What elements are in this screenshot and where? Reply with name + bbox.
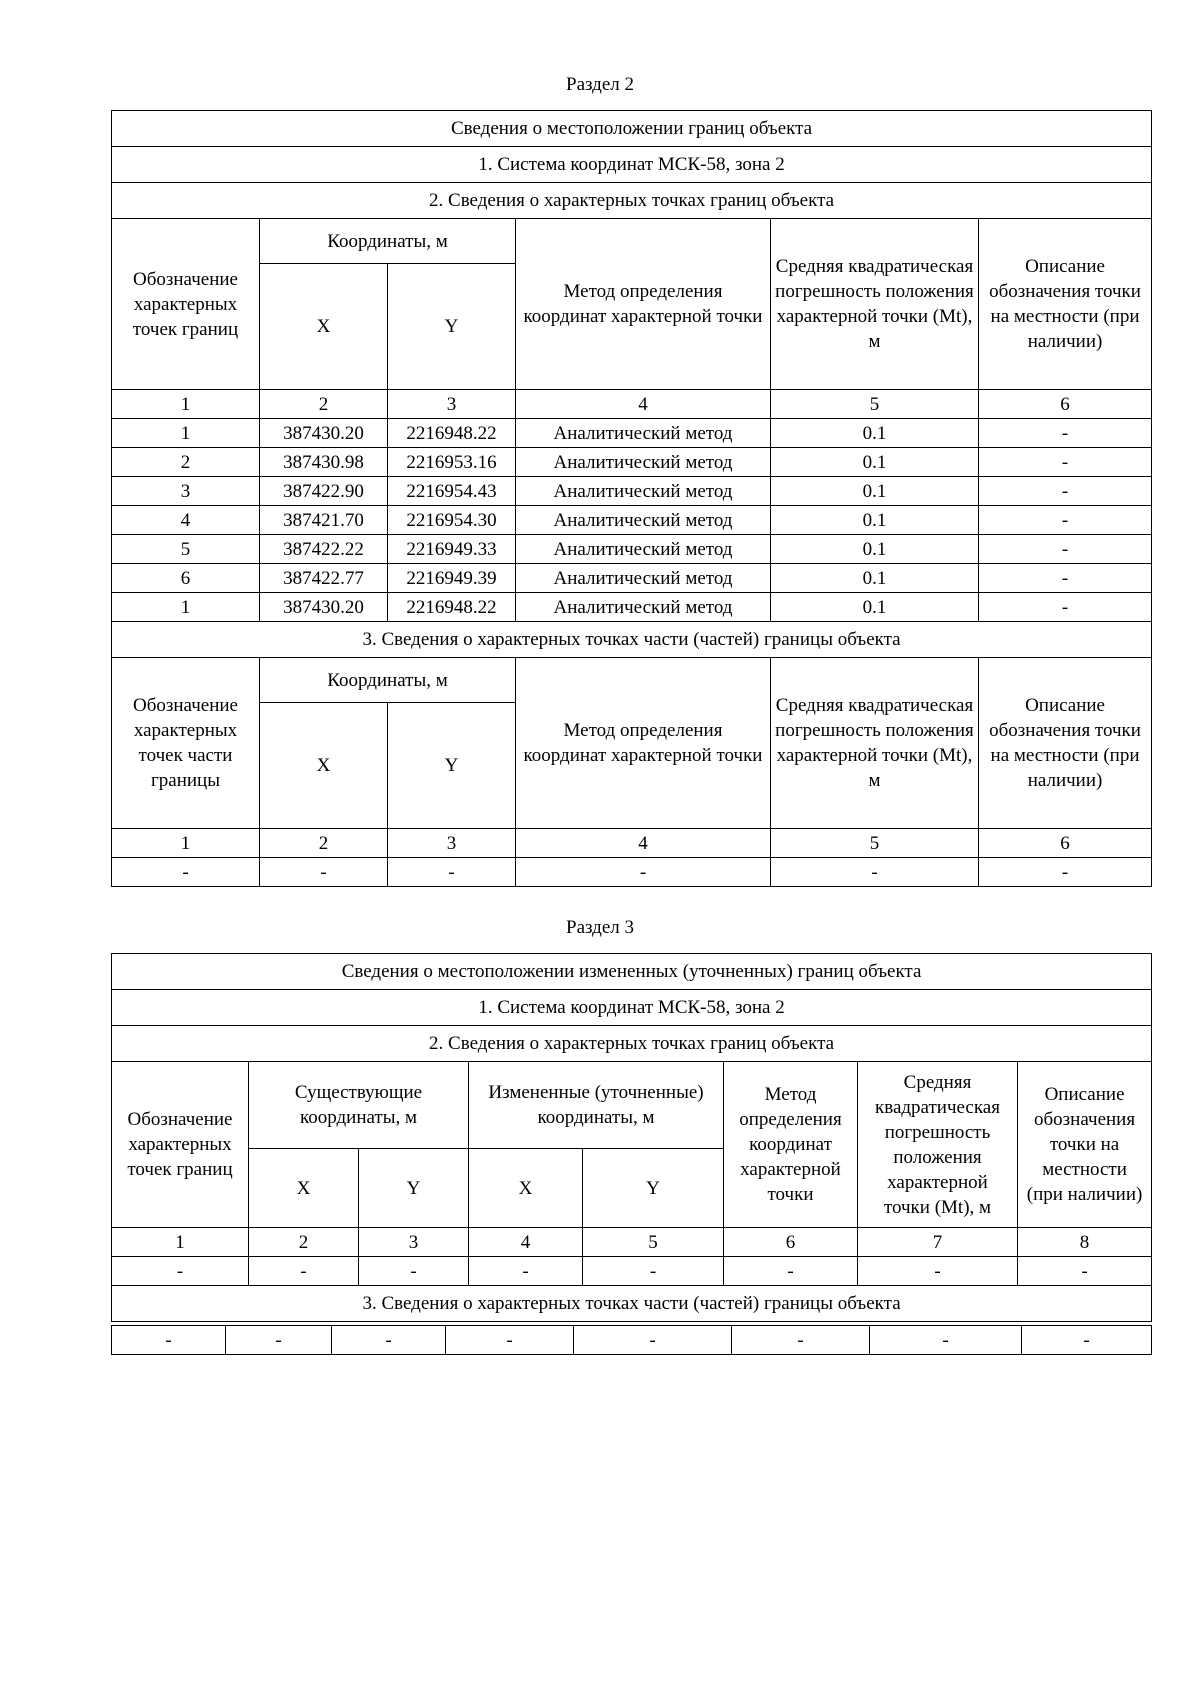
table-row bbox=[112, 1326, 1152, 1355]
section3-points-heading: 2. Сведения о характерных точках границ объекта bbox=[112, 1026, 1152, 1062]
column-number: 1 bbox=[112, 829, 260, 858]
point-cell: 6 bbox=[112, 564, 260, 593]
section2-title: Раздел 2 bbox=[566, 74, 634, 95]
parts-col-header-coords: Координаты, м bbox=[260, 658, 516, 703]
column-number: 2 bbox=[249, 1228, 359, 1257]
section2-boundary-table bbox=[111, 110, 1152, 887]
column-number-row bbox=[112, 1228, 1152, 1257]
table-row bbox=[112, 535, 1152, 564]
method-cell: Аналитический метод bbox=[516, 419, 771, 448]
parts-col-header-method: Метод определения координат характерной точки bbox=[516, 658, 771, 829]
section3-title: Раздел 3 bbox=[566, 917, 634, 938]
error-cell: 0.1 bbox=[771, 419, 979, 448]
table-row bbox=[112, 477, 1152, 506]
column-number: 5 bbox=[771, 829, 979, 858]
section2-points-heading: 2. Сведения о характерных точках границ объекта bbox=[112, 183, 1152, 219]
table-row bbox=[112, 419, 1152, 448]
x-cell: 387422.22 bbox=[260, 535, 388, 564]
description-cell: - bbox=[979, 419, 1152, 448]
column-number: 5 bbox=[583, 1228, 724, 1257]
section2-parts-heading: 3. Сведения о характерных точках части (частей) границы объекта bbox=[112, 622, 1152, 658]
table-row bbox=[112, 1257, 1152, 1286]
parts-column-number-row bbox=[112, 829, 1152, 858]
section3-changed-boundary-table bbox=[111, 953, 1152, 1322]
table-row bbox=[112, 858, 1152, 887]
col-header-method: Метод определения координат характерной точки bbox=[724, 1062, 858, 1228]
section2-table-title: Сведения о местоположении границ объекта bbox=[112, 111, 1152, 147]
column-number: 7 bbox=[858, 1228, 1018, 1257]
x-cell: - bbox=[260, 858, 388, 887]
description-cell: - bbox=[1018, 1257, 1152, 1286]
table-row bbox=[112, 564, 1152, 593]
column-number: 3 bbox=[388, 829, 516, 858]
parts-col-header-error: Средняя квадратическая погрешность положения характерной точки (Mt), м bbox=[771, 658, 979, 829]
parts-col-header-description: Описание обозначения точки на местности (при наличии) bbox=[979, 658, 1152, 829]
section3-table-title: Сведения о местоположении измененных (уточненных) границ объекта bbox=[112, 954, 1152, 990]
point-cell: 2 bbox=[112, 448, 260, 477]
y-cell: 2216949.33 bbox=[388, 535, 516, 564]
error-cell: 0.1 bbox=[771, 448, 979, 477]
col-header-description: Описание обозначения точки на местности (при наличии) bbox=[979, 219, 1152, 390]
method-cell: - bbox=[724, 1257, 858, 1286]
column-number: 2 bbox=[260, 390, 388, 419]
error-cell: 0.1 bbox=[771, 564, 979, 593]
col-header-existing-coords: Существующие координаты, м bbox=[249, 1062, 469, 1149]
col-header-point: Обозначение характерных точек границ bbox=[112, 219, 260, 390]
parts-col-header-y: Y bbox=[388, 703, 516, 829]
y-cell: 2216953.16 bbox=[388, 448, 516, 477]
section3-parts-heading: 3. Сведения о характерных точках части (частей) границы объекта bbox=[112, 1286, 1152, 1322]
description-cell: - bbox=[979, 858, 1152, 887]
description-cell: - bbox=[979, 564, 1152, 593]
section3-parts-table bbox=[111, 1325, 1152, 1355]
col-header-existing-y: Y bbox=[359, 1149, 469, 1228]
error-cell: 0.1 bbox=[771, 535, 979, 564]
description-cell: - bbox=[979, 448, 1152, 477]
table-row bbox=[112, 448, 1152, 477]
table-row bbox=[112, 593, 1152, 622]
y-cell: - bbox=[388, 858, 516, 887]
col-header-error: Средняя квадратическая погрешность положения характерной точки (Mt), м bbox=[858, 1062, 1018, 1228]
point-cell: 1 bbox=[112, 419, 260, 448]
point-cell: 3 bbox=[112, 477, 260, 506]
column-number: 6 bbox=[979, 829, 1152, 858]
error-cell: - bbox=[858, 1257, 1018, 1286]
parts-col-header-x: X bbox=[260, 703, 388, 829]
error-cell: - bbox=[771, 858, 979, 887]
column-number: 4 bbox=[516, 390, 771, 419]
description-cell: - bbox=[979, 506, 1152, 535]
point-cell: 5 bbox=[112, 535, 260, 564]
method-cell: Аналитический метод bbox=[516, 477, 771, 506]
method-cell: Аналитический метод bbox=[516, 535, 771, 564]
x-cell: 387422.77 bbox=[260, 564, 388, 593]
point-cell: - bbox=[112, 858, 260, 887]
changed-x-cell: - bbox=[446, 1326, 574, 1355]
changed-y-cell: - bbox=[574, 1326, 732, 1355]
description-cell: - bbox=[1022, 1326, 1152, 1355]
point-cell: 4 bbox=[112, 506, 260, 535]
column-number: 2 bbox=[260, 829, 388, 858]
method-cell: Аналитический метод bbox=[516, 593, 771, 622]
y-cell: 2216954.30 bbox=[388, 506, 516, 535]
x-cell: 387430.20 bbox=[260, 419, 388, 448]
description-cell: - bbox=[979, 535, 1152, 564]
existing-y-cell: - bbox=[332, 1326, 446, 1355]
col-header-changed-y: Y bbox=[583, 1149, 724, 1228]
column-number: 1 bbox=[112, 390, 260, 419]
point-cell: - bbox=[112, 1257, 249, 1286]
column-number: 4 bbox=[516, 829, 771, 858]
x-cell: 387430.98 bbox=[260, 448, 388, 477]
col-header-changed-coords: Измененные (уточненные) координаты, м bbox=[469, 1062, 724, 1149]
parts-col-header-point: Обозначение характерных точек части границы bbox=[112, 658, 260, 829]
method-cell: Аналитический метод bbox=[516, 506, 771, 535]
column-number: 8 bbox=[1018, 1228, 1152, 1257]
x-cell: 387430.20 bbox=[260, 593, 388, 622]
point-cell: - bbox=[112, 1326, 226, 1355]
column-number: 3 bbox=[388, 390, 516, 419]
changed-y-cell: - bbox=[583, 1257, 724, 1286]
y-cell: 2216949.39 bbox=[388, 564, 516, 593]
error-cell: 0.1 bbox=[771, 593, 979, 622]
column-number: 6 bbox=[724, 1228, 858, 1257]
col-header-method: Метод определения координат характерной точки bbox=[516, 219, 771, 390]
existing-y-cell: - bbox=[359, 1257, 469, 1286]
column-number: 1 bbox=[112, 1228, 249, 1257]
col-header-coords: Координаты, м bbox=[260, 219, 516, 264]
description-cell: - bbox=[979, 477, 1152, 506]
column-number: 4 bbox=[469, 1228, 583, 1257]
error-cell: 0.1 bbox=[771, 477, 979, 506]
existing-x-cell: - bbox=[226, 1326, 332, 1355]
col-header-changed-x: X bbox=[469, 1149, 583, 1228]
col-header-description: Описание обозначения точки на местности (при наличии) bbox=[1018, 1062, 1152, 1228]
col-header-x: X bbox=[260, 264, 388, 390]
x-cell: 387421.70 bbox=[260, 506, 388, 535]
error-cell: - bbox=[870, 1326, 1022, 1355]
y-cell: 2216954.43 bbox=[388, 477, 516, 506]
col-header-point: Обозначение характерных точек границ bbox=[112, 1062, 249, 1228]
y-cell: 2216948.22 bbox=[388, 593, 516, 622]
col-header-y: Y bbox=[388, 264, 516, 390]
description-cell: - bbox=[979, 593, 1152, 622]
col-header-error: Средняя квадратическая погрешность положения характерной точки (Mt), м bbox=[771, 219, 979, 390]
column-number: 5 bbox=[771, 390, 979, 419]
col-header-existing-x: X bbox=[249, 1149, 359, 1228]
method-cell: - bbox=[516, 858, 771, 887]
existing-x-cell: - bbox=[249, 1257, 359, 1286]
point-cell: 1 bbox=[112, 593, 260, 622]
changed-x-cell: - bbox=[469, 1257, 583, 1286]
section3-coord-system: 1. Система координат МСК-58, зона 2 bbox=[112, 990, 1152, 1026]
method-cell: Аналитический метод bbox=[516, 564, 771, 593]
error-cell: 0.1 bbox=[771, 506, 979, 535]
y-cell: 2216948.22 bbox=[388, 419, 516, 448]
method-cell: - bbox=[732, 1326, 870, 1355]
column-number-row bbox=[112, 390, 1152, 419]
column-number: 3 bbox=[359, 1228, 469, 1257]
column-number: 6 bbox=[979, 390, 1152, 419]
table-row bbox=[112, 506, 1152, 535]
method-cell: Аналитический метод bbox=[516, 448, 771, 477]
section2-coord-system: 1. Система координат МСК-58, зона 2 bbox=[112, 147, 1152, 183]
x-cell: 387422.90 bbox=[260, 477, 388, 506]
